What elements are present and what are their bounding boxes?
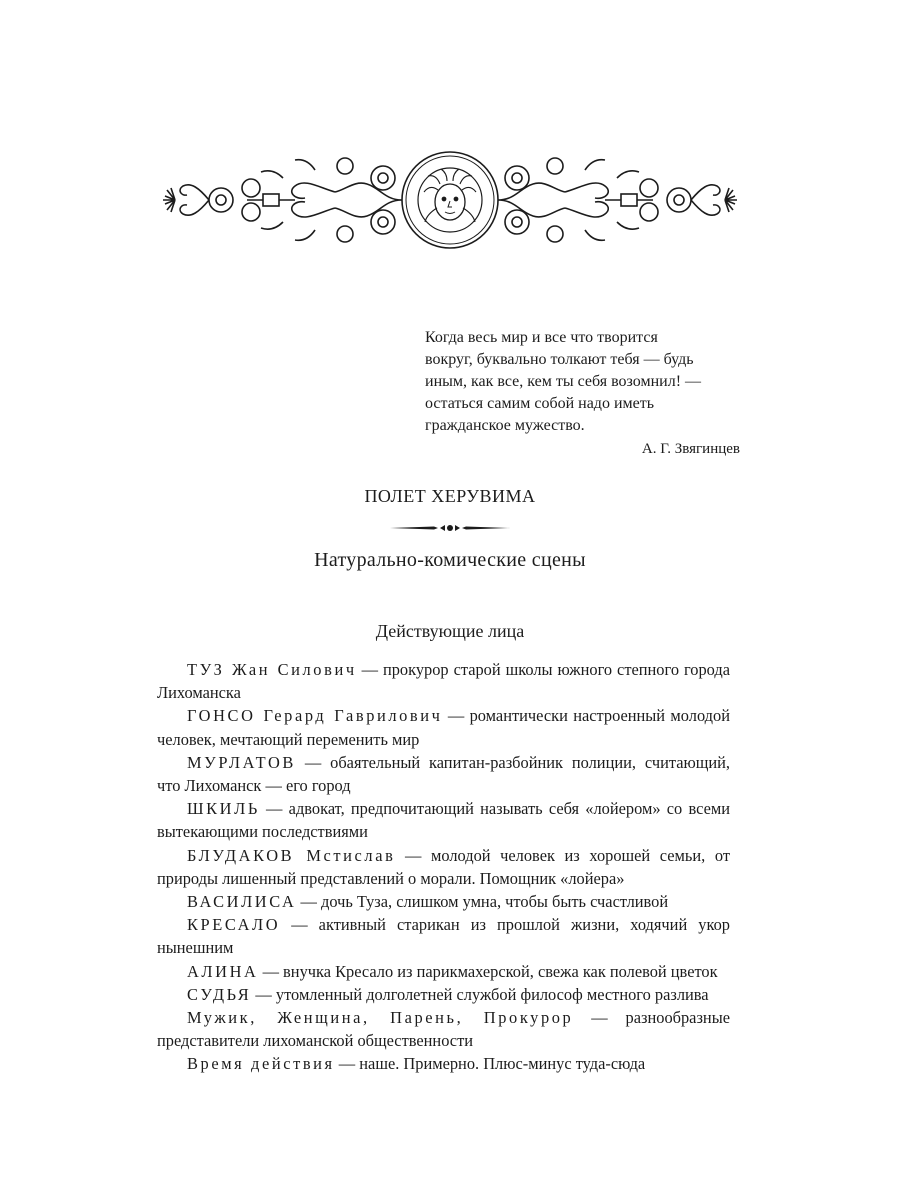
cast-entry — [157, 1006, 730, 1052]
cast-entry — [157, 797, 730, 843]
right-scrollwork — [498, 158, 737, 242]
character-description: — прокурор старой школы южного степного города Лихоманска — [157, 660, 731, 703]
character-description: — внучка Кресало из парикмахерской, свежа как полевой цветок — [258, 961, 718, 981]
character-name: БЛУДАКОВ Мстислав — [187, 845, 396, 865]
epigraph-line: гражданское мужество. — [425, 417, 585, 434]
character-name: ШКИЛЬ — [187, 799, 260, 819]
cast-entry — [157, 960, 730, 983]
cast-entry — [157, 913, 730, 959]
character-name: МУРЛАТОВ — [187, 752, 296, 772]
character-description: — дочь Туза, слишком умна, чтобы быть счастливой — [296, 892, 669, 912]
ornamental-headpiece — [155, 148, 745, 252]
cast-entry — [157, 658, 730, 704]
epigraph-line: остаться самим собой надо иметь — [425, 395, 655, 412]
character-description: — активный старикан из прошлой жизни, ходячий укор нынешним — [157, 915, 730, 958]
character-name: ГОНСО Герард Гаврилович — [187, 706, 443, 726]
cast-entry — [157, 844, 730, 890]
play-subtitle: Натурально-комические сцены — [314, 549, 586, 571]
left-scrollwork — [163, 158, 402, 242]
character-name: Мужик, Женщина, Парень, Прокурор — [187, 1008, 574, 1028]
epigraph-line: вокруг, буквально толкают тебя — будь — [425, 351, 694, 368]
medallion-outer-ring — [402, 152, 498, 248]
epigraph-line: Когда весь мир и все что творится — [425, 329, 658, 346]
character-description: — разнообразные представители лихоманской общественности — [157, 1008, 730, 1051]
dramatis-personae-heading: Действующие лица — [375, 621, 525, 641]
epigraph-author: А. Г. Звягинцев — [641, 441, 740, 457]
character-name: КРЕСАЛО — [187, 915, 281, 935]
play-title: ПОЛЕТ ХЕРУВИМА — [364, 486, 536, 506]
character-name: ВАСИЛИСА — [187, 892, 297, 912]
cast-entry — [157, 751, 730, 797]
character-description: — молодой человек из хорошей семьи, от природы лишенный представлений о морали. Помощник «лойера» — [157, 845, 730, 888]
character-description: — адвокат, предпочитающий называть себя «лойером» со всеми вытекающими последствиями — [157, 799, 730, 842]
character-description: — наше. Примерно. Плюс-минус туда-сюда — [334, 1054, 646, 1074]
epigraph-line: иным, как все, кем ты себя возомнил! — — [425, 373, 702, 390]
medusa-face-icon — [424, 169, 476, 222]
epigraph — [425, 327, 765, 437]
flourish-divider-icon — [388, 521, 512, 535]
cast-list — [157, 658, 730, 1076]
character-name: СУДЬЯ — [187, 984, 252, 1004]
cast-entry — [157, 1052, 730, 1075]
cast-entry — [157, 704, 730, 750]
character-name: АЛИНА — [187, 961, 259, 981]
character-name: ТУЗ Жан Силович — [187, 660, 357, 679]
character-description: — романтически настроенный молодой человек, мечтающий переменить мир — [157, 706, 730, 749]
cast-entry — [157, 983, 730, 1006]
character-description: — обаятельный капитан-разбойник полиции, считающий, что Лихоманск — его город — [157, 752, 730, 796]
character-description: — утомленный долголетней службой философ местного разлива — [251, 984, 709, 1004]
cast-entry — [157, 890, 730, 913]
character-name: Время действия — [187, 1054, 335, 1074]
